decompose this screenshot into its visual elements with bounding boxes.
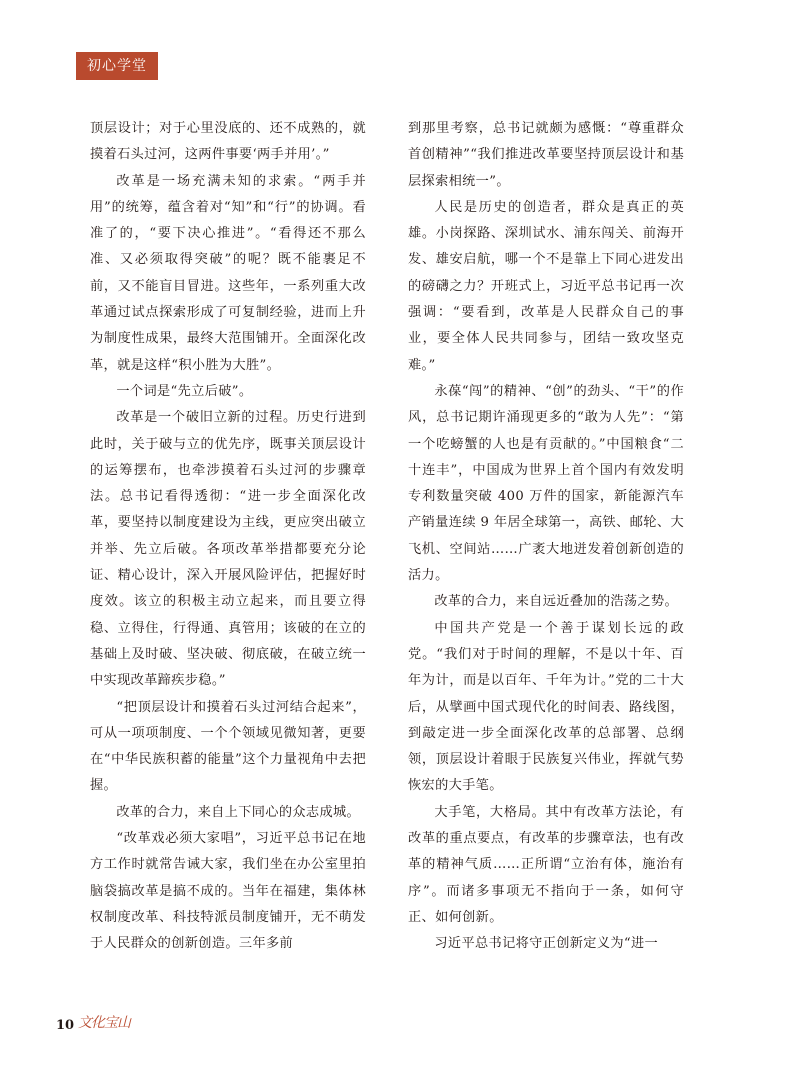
paragraph: 改革的合力，来自上下同心的众志成城。 xyxy=(116,804,361,820)
magazine-logo: 文化宝山 xyxy=(78,1015,130,1031)
paragraph: 到那里考察，总书记就颇为感慨：“尊重群众首创精神”“我们推进改革要坚持顶层设计和基层探索相统一”。 xyxy=(408,121,684,189)
right-column xyxy=(408,116,684,958)
section-tag: 初心学堂 xyxy=(76,52,158,80)
paragraph: 改革是一个破旧立新的过程。历史行进到此时，关于破与立的优先序，既事关顶层设计的运筹摆布，也牵涉摸着石头过河的步骤章法。总书记看得透彻：“进一步全面深化改革，要坚持以制度建设为主线，更应突出破立并举、先立后破。各项改革举措都要充分论证、精心设计，深入开展风险评估，把握好时度效。该立的积极主动立起来，而且要立得稳、立得住，行得通、真管用；该破的在立的基础上及时破、坚决破、彻底破，在破立统一中实现改革蹄疾步稳。” xyxy=(90,410,366,689)
paragraph: 习近平总书记将守正创新定义为“进一 xyxy=(434,936,659,952)
paragraph: “改革戏必须大家唱”，习近平总书记在地方工作时就常告诫大家，我们坐在办公室里拍脑袋搞改革是搞不成的。当年在福建，集体林权制度改革、科技特派员制度铺开，无不萌发于人民群众的创新创造。三年多前 xyxy=(90,831,366,952)
paragraph: 中国共产党是一个善于谋划长远的政党。“我们对于时间的理解，不是以十年、百年为计，而是以百年、千年为计。”党的二十大后，从擘画中国式现代化的时间表、路线图，到敲定进一步全面深化改革的总部署、总纲领，顶层设计着眼于民族复兴伟业，挥就气势恢宏的大手笔。 xyxy=(408,620,684,794)
paragraph: 人民是历史的创造者，群众是真正的英雄。小岗探路、深圳试水、浦东闯关、前海开发、雄安启航，哪一个不是靠上下同心进发出的磅礴之力？开班式上，习近平总书记再一次强调：“要看到，改革是人民群众自己的事业，要全体人民共同参与，团结一致攻坚克难。” xyxy=(408,199,684,373)
paragraph: 顶层设计；对于心里没底的、还不成熟的，就摸着石头过河，这两件事要‘两手并用’。” xyxy=(90,121,366,163)
page-number: 10 xyxy=(56,1018,75,1033)
left-column xyxy=(90,116,366,958)
paragraph: 改革的合力，来自远近叠加的浩荡之势。 xyxy=(434,594,679,610)
paragraph: 改革是一场充满未知的求索。“两手并用”的统筹，蕴含着对“知”和“行”的协调。看准了的，“要下决心推进”。“看得还不那么准、又必须取得突破”的呢？既不能裹足不前，又不能盲目冒进。这些年，一系列重大改革通过试点探索形成了可复制经验，进而上升为制度性成果，最终大范围铺开。全面深化改革，就是这样“积小胜为大胜”。 xyxy=(90,173,366,373)
paragraph: 永葆“闯”的精神、“创”的劲头、“干”的作风，总书记期许涌现更多的“敢为人先”：“第一个吃螃蟹的人也是有贡献的。”中国粮食“二十连丰”，中国成为世界上首个国内有效发明专利数量突破 400 万件的国家，新能源汽车产销量连续 9 年居全球第一，高铁、邮轮、大飞机、空间站……广袤大地迸发着创新创造的活力。 xyxy=(408,383,684,584)
paragraph: 大手笔，大格局。其中有改革方法论，有改革的重点要点，有改革的步骤章法，也有改革的精神气质……正所谓“立治有体，施治有序”。而诸多事项无不指向于一条，如何守正、如何创新。 xyxy=(408,804,684,925)
paragraph: 一个词是“先立后破”。 xyxy=(116,383,253,399)
paragraph: “把顶层设计和摸着石头过河结合起来”，可从一项项制度、一个个领域见微知著，更要在“中华民族积蓄的能量”这个力量视角中去把握。 xyxy=(90,699,366,794)
